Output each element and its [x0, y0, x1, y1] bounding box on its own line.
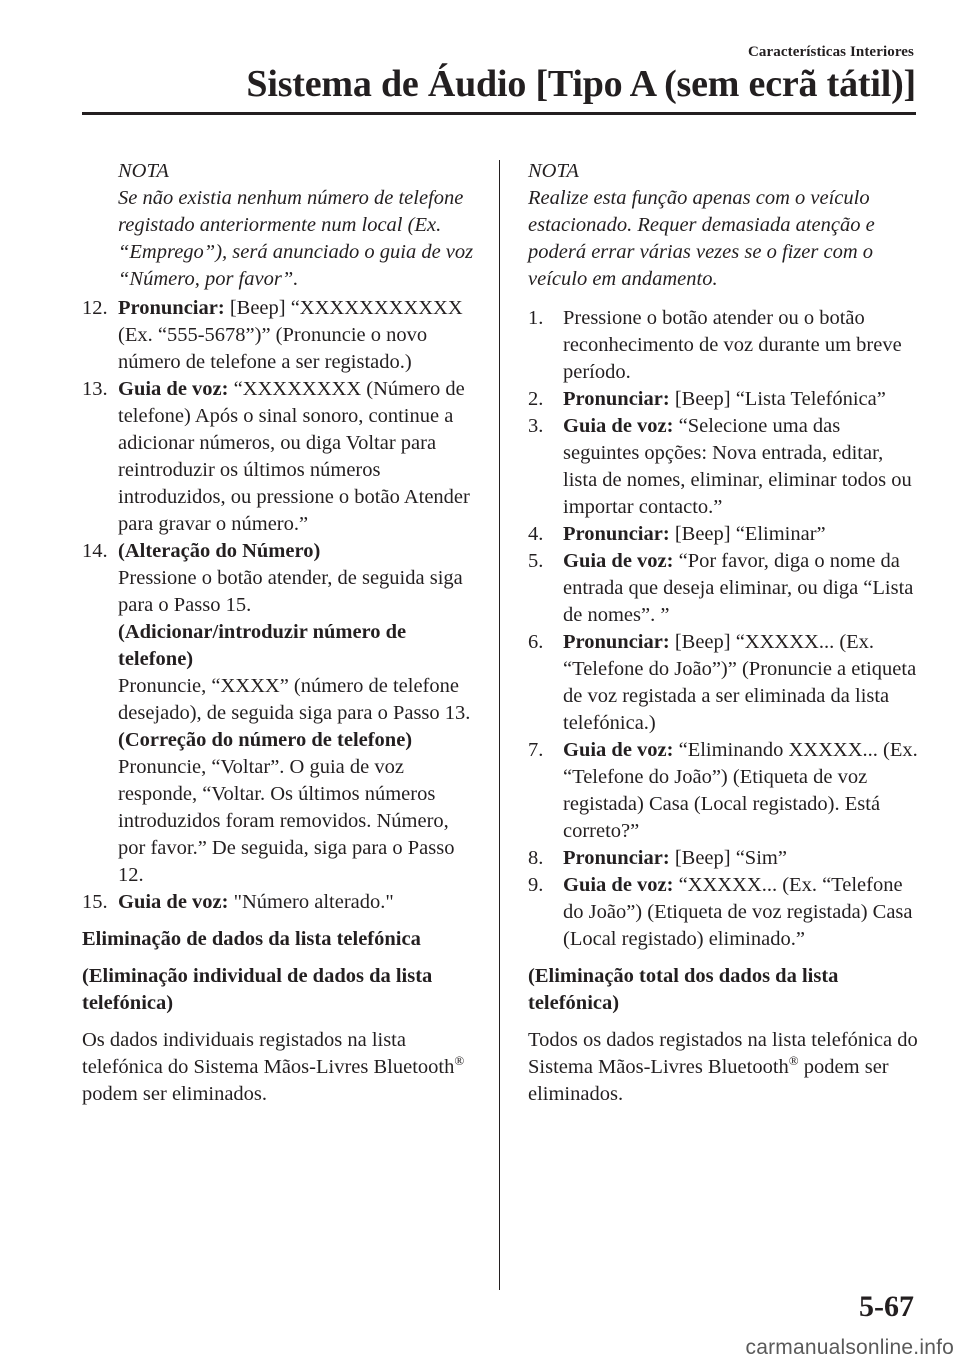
step-number: 2.	[528, 388, 544, 410]
step-label: Pronunciar:	[563, 388, 670, 410]
step-text: “Por favor, diga o nome da entrada que deseja eliminar, ou diga “Lista de nomes”. ”	[563, 550, 914, 626]
step-number: 12.	[82, 297, 108, 319]
step-number: 14.	[82, 540, 108, 562]
step-12	[82, 295, 474, 376]
step-text: “XXXXX... (Ex. “Telefone do João”) (Etiqueta de voz registada) Casa (Local registado) eliminado.”	[563, 874, 913, 950]
registered-mark: ®	[454, 1053, 465, 1069]
step-text: [Beep] “Eliminar”	[669, 523, 826, 545]
step-label: Guia de voz:	[118, 891, 229, 913]
site-watermark: carmanualsonline.info	[745, 1336, 954, 1359]
step-text: [Beep] “Lista Telefónica”	[669, 388, 886, 410]
step-text: Pronuncie, “Voltar”. O guia de voz responde, “Voltar. Os últimos números introduzidos foram removidos. Número, por favor.” De seguida, siga para o Passo 12.	[118, 756, 455, 886]
step-1	[528, 305, 920, 386]
section-title: Sistema de Áudio [Tipo A (sem ecrã tátil)]	[246, 63, 916, 105]
note-block	[528, 158, 920, 293]
header-rule	[82, 112, 916, 115]
step-13	[82, 376, 474, 538]
step-2	[528, 386, 920, 413]
note-title: NOTA	[528, 160, 579, 182]
step-4	[528, 521, 920, 548]
note-text: Se não existia nenhum número de telefone registado anteriormente num local (Ex. “Emprego”), será anunciado o guia de voz “Número, por favor”.	[118, 187, 474, 290]
body-paragraph	[528, 1027, 920, 1108]
step-text: “Eliminando XXXXX... (Ex. “Telefone do João”) (Etiqueta de voz registada) Casa (Local registado). Está correto?”	[563, 739, 918, 842]
step-5	[528, 548, 920, 629]
step-number: 8.	[528, 847, 544, 869]
step-text: [Beep] “Sim”	[669, 847, 787, 869]
step-7	[528, 737, 920, 845]
step-label: Guia de voz:	[563, 739, 674, 761]
paragraph-text-end: podem ser eliminados.	[528, 1056, 889, 1105]
body-paragraph	[82, 1027, 474, 1108]
note-block	[82, 158, 474, 293]
step-15	[82, 889, 474, 916]
step-number: 4.	[528, 523, 544, 545]
subsection-heading: (Eliminação total dos dados da lista telefónica)	[528, 965, 839, 1014]
step-text: [Beep] “XXXXXXXXXXX (Ex. “555-5678”)” (Pronuncie o novo número de telefone a ser registado.)	[118, 297, 463, 373]
column-divider	[499, 160, 500, 1290]
step-number: 15.	[82, 891, 108, 913]
step-label: Pronunciar:	[563, 631, 670, 653]
step-8	[528, 845, 920, 872]
step-text: “Selecione uma das seguintes opções: Nova entrada, editar, lista de nomes, eliminar, eliminar todos ou importar contacto.”	[563, 415, 912, 518]
step-label: Guia de voz:	[118, 378, 229, 400]
step-text: "Número alterado."	[228, 891, 394, 913]
step-14	[82, 538, 474, 889]
registered-mark: ®	[788, 1053, 799, 1069]
chapter-label: Características Interiores	[747, 44, 914, 60]
step-9	[528, 872, 920, 953]
step-text: Pressione o botão atender, de seguida siga para o Passo 15.	[118, 567, 463, 616]
step-label: Guia de voz:	[563, 874, 674, 896]
step-6	[528, 629, 920, 737]
step-label: Pronunciar:	[563, 847, 670, 869]
paragraph-text: Todos os dados registados na lista telefónica do Sistema Mãos-Livres Bluetooth	[528, 1029, 918, 1078]
paragraph-text-end: podem ser eliminados.	[82, 1083, 268, 1105]
subsection-heading: (Eliminação individual de dados da lista telefónica)	[82, 965, 433, 1014]
step-label: Guia de voz:	[563, 550, 674, 572]
step-number: 9.	[528, 874, 544, 896]
step-text: Pressione o botão atender ou o botão reconhecimento de voz durante um breve período.	[563, 307, 902, 383]
step-number: 3.	[528, 415, 544, 437]
step-text: Pronuncie, “XXXX” (número de telefone desejado), de seguida siga para o Passo 13.	[118, 675, 471, 724]
step-text: “XXXXXXXX (Número de telefone) Após o sinal sonoro, continue a adicionar números, ou diga Voltar para reintroduzir os últimos números introduzidos, ou pressione o botão Atender para gravar o número.”	[118, 378, 470, 535]
step-number: 1.	[528, 307, 544, 329]
note-text: Realize esta função apenas com o veículo estacionado. Requer demasiada atenção e poderá errar várias vezes se o fizer com o veículo em andamento.	[528, 187, 875, 290]
step-number: 5.	[528, 550, 544, 572]
step-label: Pronunciar:	[118, 297, 225, 319]
step-number: 13.	[82, 378, 108, 400]
step-number: 7.	[528, 739, 544, 761]
step-label: (Adicionar/introduzir número de telefone)	[118, 621, 407, 670]
right-column	[528, 158, 920, 1108]
step-number: 6.	[528, 631, 544, 653]
note-title: NOTA	[118, 160, 169, 182]
left-column	[82, 158, 474, 1108]
step-label: Pronunciar:	[563, 523, 670, 545]
section-heading: Eliminação de dados da lista telefónica	[82, 928, 421, 950]
page-number: 5-67	[859, 1290, 914, 1323]
step-label: (Alteração do Número)	[118, 540, 321, 562]
step-label: Guia de voz:	[563, 415, 674, 437]
step-3	[528, 413, 920, 521]
paragraph-text: Os dados individuais registados na lista telefónica do Sistema Mãos-Livres Bluetooth	[82, 1029, 455, 1078]
step-text: [Beep] “XXXXX... (Ex. “Telefone do João”)” (Pronuncie a etiqueta de voz registada a ser eliminada da lista telefónica.)	[563, 631, 917, 734]
step-label: (Correção do número de telefone)	[118, 729, 413, 751]
